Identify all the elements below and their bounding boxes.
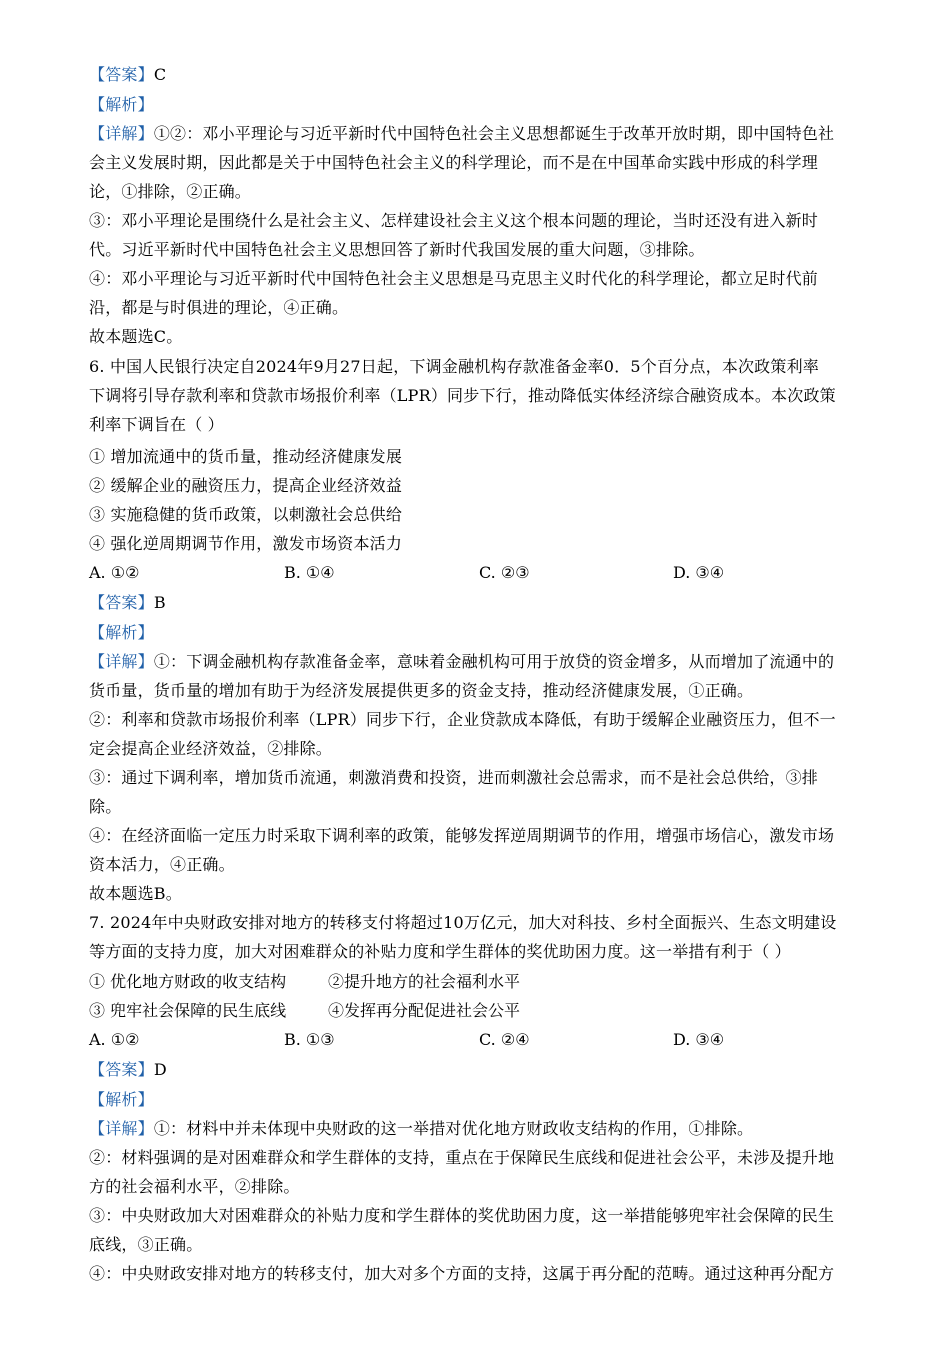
text-line: ②：材料强调的是对困难群众和学生群体的支持，重点在于保障民生底线和促进社会公平，未涉及提升地 (89, 1148, 835, 1167)
option-b: B. ①④ (284, 563, 335, 582)
detail-line (89, 124, 864, 144)
text-line: 沿，都是与时俱进的理论，④正确。 (89, 298, 349, 317)
answer-value: B (153, 593, 166, 612)
text-line: 底线，③正确。 (89, 1235, 203, 1254)
text-line: 会主义发展时期，因此都是关于中国特色社会主义的科学理论，而不是在中国革命实践中形成的科学理 (89, 153, 819, 172)
question-stem: 7. 2024年中央财政安排对地方的转移支付将超过10万亿元，加大对科技、乡村全面振兴、生态文明建设 (89, 913, 837, 932)
detail-line (89, 652, 864, 672)
answer-line (89, 1060, 864, 1080)
statement-item: ① 增加流通中的货币量，推动经济健康发展 (89, 447, 403, 466)
question-stem: 6. 中国人民银行决定自2024年9月27日起，下调金融机构存款准备金率0．5个百分点，本次政策利率 (89, 357, 819, 376)
conclusion-line: 故本题选C。 (89, 327, 183, 346)
answer-label: 【答案】 (89, 593, 154, 612)
option-b: B. ①③ (284, 1030, 335, 1049)
detail-label: 【详解】 (89, 652, 154, 671)
text-line: 资本活力，④正确。 (89, 855, 235, 874)
text-line: 除。 (89, 797, 122, 816)
analysis-label-line (89, 95, 864, 115)
option-c: C. ②④ (479, 1030, 530, 1049)
text-line: ③：通过下调利率，增加货币流通，刺激消费和投资，进而刺激社会总需求，而不是社会总供给，③排 (89, 768, 819, 787)
detail-line (89, 1119, 864, 1139)
text-line: 货币量，货币量的增加有助于为经济发展提供更多的资金支持，推动经济健康发展，①正确。 (89, 681, 754, 700)
detail-label: 【详解】 (89, 1119, 154, 1138)
question-stem: 下调将引导存款利率和贷款市场报价利率（LPR）同步下行，推动降低实体经济综合融资成本。本次政策 (89, 386, 836, 405)
option-d: D. ③④ (673, 563, 725, 582)
question-stem: 利率下调旨在（ ） (89, 415, 224, 434)
answer-value: C (153, 65, 167, 84)
text-line: ④：中央财政安排对地方的转移支付，加大对多个方面的支持，这属于再分配的范畴。通过这种再分配方 (89, 1264, 835, 1283)
analysis-label: 【解析】 (89, 1090, 154, 1109)
answer-label: 【答案】 (89, 65, 154, 84)
conclusion-line: 故本题选B。 (89, 884, 182, 903)
analysis-label-line (89, 623, 864, 643)
statement-item: ① 优化地方财政的收支结构 (89, 972, 287, 991)
statement-item: ②提升地方的社会福利水平 (328, 972, 521, 991)
statement-item: ② 缓解企业的融资压力，提高企业经济效益 (89, 476, 403, 495)
text-line: ②：利率和贷款市场报价利率（LPR）同步下行，企业贷款成本降低，有助于缓解企业融资压力，但不一 (89, 710, 836, 729)
analysis-label: 【解析】 (89, 95, 154, 114)
answer-value: D (153, 1060, 167, 1079)
answer-line (89, 593, 864, 613)
statement-item: ④发挥再分配促进社会公平 (328, 1001, 521, 1020)
option-a: A. ①② (89, 1030, 140, 1049)
text-line: ④：在经济面临一定压力时采取下调利率的政策，能够发挥逆周期调节的作用，增强市场信心，激发市场 (89, 826, 835, 845)
detail-text: ①②：邓小平理论与习近平新时代中国特色社会主义思想都诞生于改革开放时期，即中国特色社 (153, 124, 835, 143)
statement-item: ③ 兜牢社会保障的民生底线 (89, 1001, 287, 1020)
analysis-label-line (89, 1090, 864, 1110)
text-line: ④：邓小平理论与习近平新时代中国特色社会主义思想是马克思主义时代化的科学理论，都立足时代前 (89, 269, 819, 288)
text-line: 定会提高企业经济效益，②排除。 (89, 739, 333, 758)
text-line: ③：中央财政加大对困难群众的补贴力度和学生群体的奖优助困力度，这一举措能够兜牢社会保障的民生 (89, 1206, 835, 1225)
text-line: 代。习近平新时代中国特色社会主义思想回答了新时代我国发展的重大问题，③排除。 (89, 240, 705, 259)
option-d: D. ③④ (673, 1030, 725, 1049)
text-line: ③：邓小平理论是围绕什么是社会主义、怎样建设社会主义这个根本问题的理论，当时还没有进入新时 (89, 211, 819, 230)
option-c: C. ②③ (479, 563, 530, 582)
question-stem: 等方面的支持力度，加大对困难群众的补贴力度和学生群体的奖优助困力度。这一举措有利于（ ） (89, 942, 791, 961)
detail-label: 【详解】 (89, 124, 154, 143)
answer-label: 【答案】 (89, 1060, 154, 1079)
text-line: 方的社会福利水平，②排除。 (89, 1177, 300, 1196)
answer-line (89, 65, 864, 85)
detail-text: ①：下调金融机构存款准备金率，意味着金融机构可用于放贷的资金增多，从而增加了流通中的 (153, 652, 835, 671)
option-a: A. ①② (89, 563, 140, 582)
detail-text: ①：材料中并未体现中央财政的这一举措对优化地方财政收支结构的作用，①排除。 (153, 1119, 754, 1138)
text-line: 论，①排除，②正确。 (89, 182, 252, 201)
statement-item: ③ 实施稳健的货币政策，以刺激社会总供给 (89, 505, 403, 524)
analysis-label: 【解析】 (89, 623, 154, 642)
statement-item: ④ 强化逆周期调节作用，激发市场资本活力 (89, 534, 403, 553)
